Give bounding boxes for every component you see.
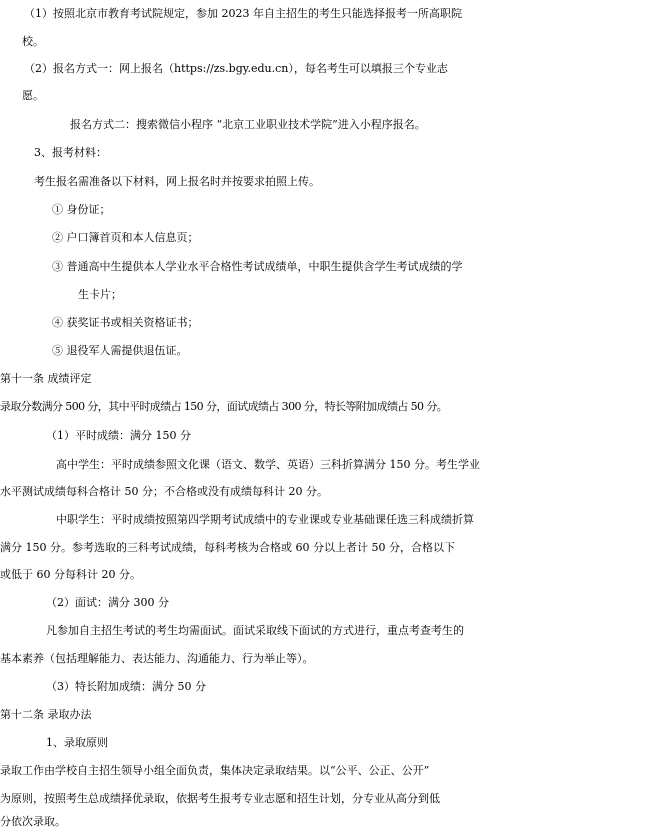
paragraph-line: 中职学生：平时成绩按照第四学期考试成绩中的专业课或专业基础课任选三科成绩折算 [56, 513, 474, 526]
paragraph-line: 校。 [22, 35, 44, 48]
list-item: 生卡片； [78, 288, 122, 301]
paragraph-line: 高中学生：平时成绩参照文化课（语文、数学、英语）三科折算满分 150 分。考生学业 [56, 458, 480, 471]
section-heading: 1、录取原则 [46, 736, 108, 749]
list-item: ① 身份证； [52, 203, 111, 216]
paragraph-line: 愿。 [22, 89, 44, 102]
section-heading: 3、报考材料： [34, 146, 107, 159]
paragraph-line: （1）按照北京市教育考试院规定，参加 2023 年自主招生的考生只能选择报考一所高职院 [24, 7, 462, 20]
paragraph-line: 考生报名需准备以下材料，网上报名时并按要求拍照上传。 [34, 175, 320, 188]
paragraph-line: 凡参加自主招生考试的考生均需面试。面试采取线下面试的方式进行，重点考查考生的 [46, 624, 464, 637]
paragraph-line: 分依次录取。 [0, 815, 66, 828]
subsection-heading: （1）平时成绩：满分 150 分 [46, 429, 191, 442]
article-heading: 第十二条 录取办法 [0, 708, 92, 721]
list-item: ② 户口簿首页和本人信息页； [52, 231, 199, 244]
paragraph-line: 或低于 60 分每科计 20 分。 [0, 568, 141, 581]
paragraph-line: 基本素养（包括理解能力、表达能力、沟通能力、行为举止等）。 [0, 652, 314, 665]
paragraph-line: 录取工作由学校自主招生领导小组全面负责，集体决定录取结果。以“公平、公正、公开” [0, 764, 430, 777]
article-heading: 第十一条 成绩评定 [0, 372, 92, 385]
paragraph-line: 为原则，按照考生总成绩择优录取，依据考生报考专业志愿和招生计划，分专业从高分到低 [0, 792, 440, 805]
paragraph-line: 水平测试成绩每科合格计 50 分；不合格或没有成绩每科计 20 分。 [0, 485, 328, 498]
paragraph-line: 满分 150 分。参考选取的三科考试成绩，每科考核为合格或 60 分以上者计 50 分，合格以下 [0, 541, 455, 554]
paragraph-line: 报名方式二：搜索微信小程序 “北京工业职业技术学院”进入小程序报名。 [70, 118, 426, 131]
paragraph-line: 录取分数满分 500 分，其中平时成绩占 150 分，面试成绩占 300 分，特长等附加成绩占 50 分。 [0, 400, 448, 413]
list-item: ⑤ 退役军人需提供退伍证。 [52, 344, 188, 357]
list-item: ④ 获奖证书或相关资格证书； [52, 316, 199, 329]
subsection-heading: （3）特长附加成绩：满分 50 分 [46, 680, 206, 693]
subsection-heading: （2）面试：满分 300 分 [46, 596, 169, 609]
list-item: ③ 普通高中生提供本人学业水平合格性考试成绩单，中职生提供含学生考试成绩的学 [52, 260, 463, 273]
paragraph-line: （2）报名方式一：网上报名（https://zs.bgy.edu.cn），每名考生可以填报三个专业志 [24, 62, 448, 75]
